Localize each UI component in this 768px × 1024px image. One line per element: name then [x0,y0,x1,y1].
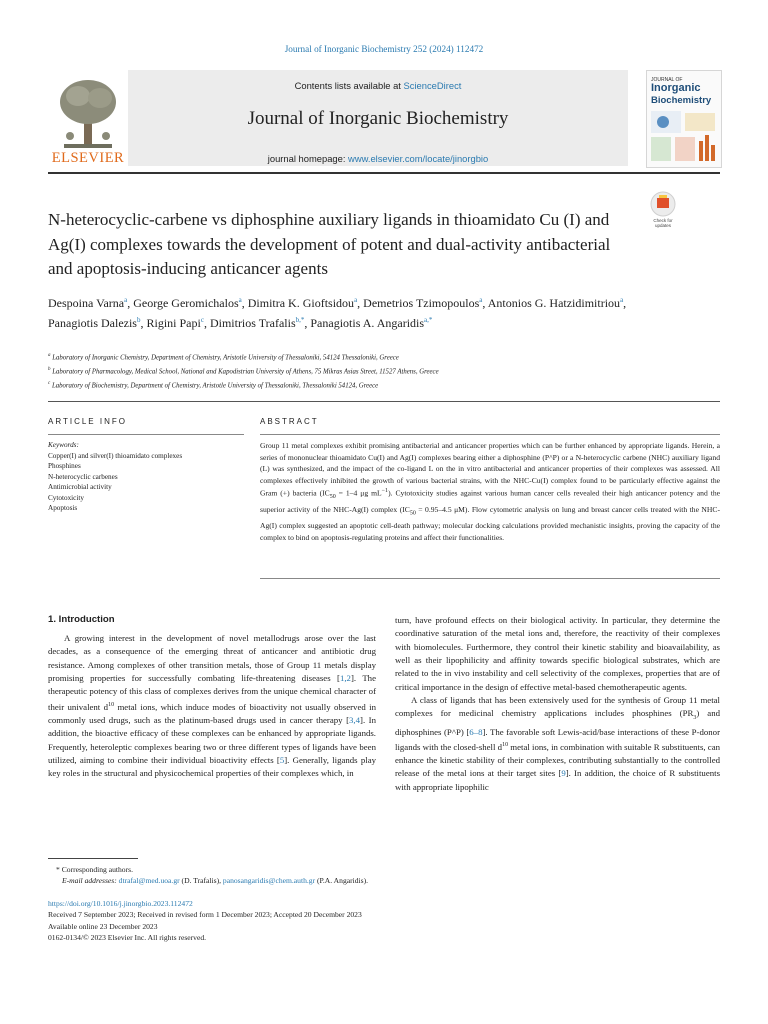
affiliation-text: Laboratory of Biochemistry, Department of Chemistry, Aristotle University of Thessaloniki, Thessaloniki 54124, Greece [51,381,379,389]
reference-link[interactable]: 1,2 [339,673,351,684]
affiliation-line [48,378,688,392]
author-name[interactable]: George Geromichalos [133,296,239,310]
abstract-rule [260,434,720,435]
paragraph-text: ]. In addition, the choice of R substituents with appropriate lipophilic [395,768,721,792]
intro-left-column [48,632,376,781]
affiliation-line [48,350,688,364]
abstract-part: = 0.95–4.5 μM). Flow cytometric analysis on lung and breast cancer cells treated with the NHC-Ag(I) complex suggested an apoptotic cell-death pathway; molecular docking calculations provided mechanistic insights, proving the capacity of the complex to bind on apoptosis-regulating proteins and affect their functionalities. [260,505,720,542]
keyword-item: N-heterocyclic carbenes [48,472,118,481]
corresponding-text: Corresponding authors. [61,865,133,874]
journal-homepage-link[interactable]: www.elsevier.com/locate/jinorgbio [348,153,489,164]
abstract-part: = 1–4 μg mL [335,488,382,498]
paragraph-text: ]. Generally, ligands play key roles in the structural and physicochemical properties of their complexes which, in [48,755,376,779]
svg-text:updates: updates [654,223,672,228]
superscript: 10 [502,741,509,748]
affiliations [48,350,688,391]
paragraph-text: ) and diphosphines (P^P) [ [395,708,720,737]
journal-citation[interactable]: Journal of Inorganic Biochemistry 252 (2024) 112472 [284,44,484,54]
affiliation-mark: a [48,353,51,358]
keyword-item: Copper(I) and silver(I) thioamidato complexes [48,451,183,460]
keywords-label: Keywords: [48,441,79,449]
author-affiliation-mark[interactable]: a [238,296,242,304]
paragraph-text: ]. The favorable soft Lewis-acid/base interactions of these P-donor ligands with the closed-shell d [395,726,720,752]
keywords-list [48,440,244,514]
author-name[interactable]: Demetrios Tzimopoulos [363,296,480,310]
superscript: 10 [108,701,115,708]
keyword-item: Phosphines [48,462,81,470]
article-info-rule [48,434,244,435]
contents-prefix: Contents lists available at [294,80,404,91]
abstract-part: Group 11 metal complexes exhibit promising antibacterial and anticancer properties which can be further enhanced by appropriate ligands. Herein, a series of mononuclear thioamidato Cu(I) and Ag(I) complexes bearing either a diphosphine (P^P) or a N-heterocyclic carbene (NHC) auxiliary ligand (L) was synthesized, and the impact of the co-ligand L on the in vitro antibacterial and anticancer properties of their complexes was assessed. All complexes effectively inhibited the growth of various bacterial strains, with the NHC-Cu(I) complex found to be particularly effective against the Gram (+) bacteria (IC [260,441,720,498]
author-affiliation-mark[interactable]: a [354,296,358,304]
introduction-heading: 1. Introduction [48,614,115,625]
author-affiliation-mark[interactable]: c [200,315,204,324]
check-for-updates-icon[interactable] [648,190,678,230]
footnotes [48,864,648,887]
author-name[interactable]: Dimitra K. Gioftsidou [247,296,355,310]
author-affiliation-mark[interactable]: a [479,296,483,304]
email-owner: (D. Trafalis), [179,876,223,886]
email-link[interactable]: dtrafal@med.uoa.gr [118,876,180,886]
article-title: N-heterocyclic-carbene vs diphosphine auxiliary ligands in thioamidato Cu (I) and Ag(I) complexes towards the development of potent and dual-activity antibacterial and apoptosis-inducing anticancer agents [48,210,611,278]
reference-link[interactable]: 9 [561,768,566,779]
author-name[interactable]: Despoina Varna [48,296,125,310]
paragraph-text: metal ions, which induce modes of bioactivity not usually observed in commonly used drugs, such as the platinum-based drugs used in cancer therapy [ [48,701,376,725]
email-label: E-mail addresses: [62,876,119,886]
homepage-line [128,153,628,164]
author-affiliation-mark[interactable]: a [124,296,128,304]
svg-text:Check for: Check for [653,218,673,223]
paragraph-text: A class of ligands that has been extensively used for the synthesis of Group 11 metal complexes for medicinal chemistry applications includes phosphines (PR [395,695,720,719]
journal-title: Journal of Inorganic Biochemistry [247,108,509,129]
author-list: Despoina Varna$^a$, George Geromichalos$^a$, Dimitra K. Gioftsidou$^a$, Demetrios Tzimopoulos$^a$, Antonios G. Hatzidimitriou$^a$, Panagiotis Dalezis$^b$, Rigini Papi$^c$, Dimitrios Trafalis$^{b,*}$, Panagiotis A. Angaridis$^{a,*}$ [48,296,627,330]
reference-link[interactable]: 3,4 [349,714,361,725]
homepage-prefix: journal homepage: [267,153,349,164]
subscript: 50 [409,510,416,517]
cover-journal-of: JOURNAL OF [651,77,683,83]
author-affiliation-mark[interactable]: b,* [295,315,305,324]
affiliation-mark: b [48,366,51,372]
journal-cover-image [646,70,722,168]
superscript: −1 [381,488,389,495]
keyword-item: Cytotoxicity [48,493,84,502]
author-name[interactable]: Antonios G. Hatzidimitriou [487,296,621,310]
section-rule [48,401,720,402]
affiliation-mark: c [48,380,51,386]
affiliation-text: Laboratory of Inorganic Chemistry, Department of Chemistry, Aristotle University of Thessaloniki, 54124 Thessaloniki, Greece [52,354,399,362]
email-owner: (P.A. Angaridis). [315,876,369,886]
abstract-heading: ABSTRACT [260,417,319,426]
sciencedirect-link[interactable]: ScienceDirect [403,80,462,91]
author-name[interactable]: Dimitrios Trafalis [209,315,296,330]
intro-right-column [395,614,720,794]
paragraph-text: ]. In addition, the bioactive efficacy of these complexes can be enhanced by appropriate ligands. Frequently, heteroleptic complexes bearing two or three different types of ligands have been utilized, aiming to combine their individual bioactivity effects [ [48,714,376,766]
author-name[interactable]: Panagiotis Dalezis [48,315,137,330]
article-info-heading: ARTICLE INFO [48,417,127,426]
paragraph-text: turn, have profound effects on their biological activity. In particular, they determine the coordinative saturation of the metal ions and, therefore, the reactivity of their complexes with biomolecules. Furthermore, they control their kinetic stability and bioavailability, as well as their lipophilicity and affinity towards specific biological substrates, which are related to the in vivo instability and cell selectivity of the complexes, properties that are of critical importance in the design of effective metal-based chemotherapeutic agents. [395,615,720,692]
abstract-text [260,440,720,543]
copyright-line: 0162-0134/© 2023 Elsevier Inc. All rights reserved. [48,933,207,943]
abstract-part: ). Cytotoxicity studies against various human cancer cells revealed their high anticancer potency and the superior activity of the NHC-Ag(I) complex (IC [260,488,720,515]
paragraph-text: A growing interest in the development of novel metallodrugs arose over the last decades, as a consequence of the emerging threat of anticancer and antibiotic drug resistance. Among complexes of other transition metals, those of Group 11 metals display promising properties for successfully combating life-threatening diseases [ [48,633,376,684]
corresponding-note: * Corresponding authors. [56,865,133,874]
header-rule [48,172,720,174]
author-affiliation-mark[interactable]: a,* [424,315,433,324]
publisher-name: ELSEVIER [51,150,125,166]
subscript: 3 [693,715,697,722]
email-link[interactable]: panosangaridis@chem.auth.gr [222,876,316,886]
author-name[interactable]: Panagiotis A. Angaridis [310,315,425,330]
footnote-rule [48,858,138,859]
subscript: 50 [329,494,336,501]
affiliation-line [48,364,688,378]
cover-biochemistry: Biochemistry [651,95,712,106]
online-date: Available online 23 December 2023 [48,921,158,931]
abstract-bottom-rule [260,578,720,579]
author-affiliation-mark[interactable]: a [620,296,624,304]
keyword-item: Antimicrobial activity [48,483,112,491]
contents-line [128,80,628,91]
cover-graphic [651,111,717,163]
received-dates: Received 7 September 2023; Received in revised form 1 December 2023; Accepted 20 December 2023 [48,910,362,920]
paragraph-text: ]. The therapeutic potency of this class of complexes derives from the unique chemical character of their univalent d [48,673,376,712]
paragraph [395,694,720,794]
keyword-item: Apoptosis [48,504,78,512]
author-affiliation-mark[interactable]: b [136,315,141,324]
article-metadata [48,898,688,944]
affiliation-text: Laboratory of Pharmacology, Medical School, National and Kapodistrian University of Athens, 75 Mikras Asias Street, 11527 Athens, Greece [52,368,439,376]
author-name[interactable]: Rigini Papi [146,315,201,330]
cover-inorganic: Inorganic [651,82,701,94]
doi-link[interactable]: https://doi.org/10.1016/j.jinorgbio.2023.112472 [48,899,193,908]
paragraph-text: metal ions, in combination with suitable R substituents, can enhance the kinetic stability of their complexes, contributing substantially to the controlled release of the metal ions at their target sites [ [395,741,720,779]
reference-link[interactable]: 5 [279,755,285,766]
email-line [48,875,648,886]
reference-link[interactable]: 6–8 [469,726,483,737]
